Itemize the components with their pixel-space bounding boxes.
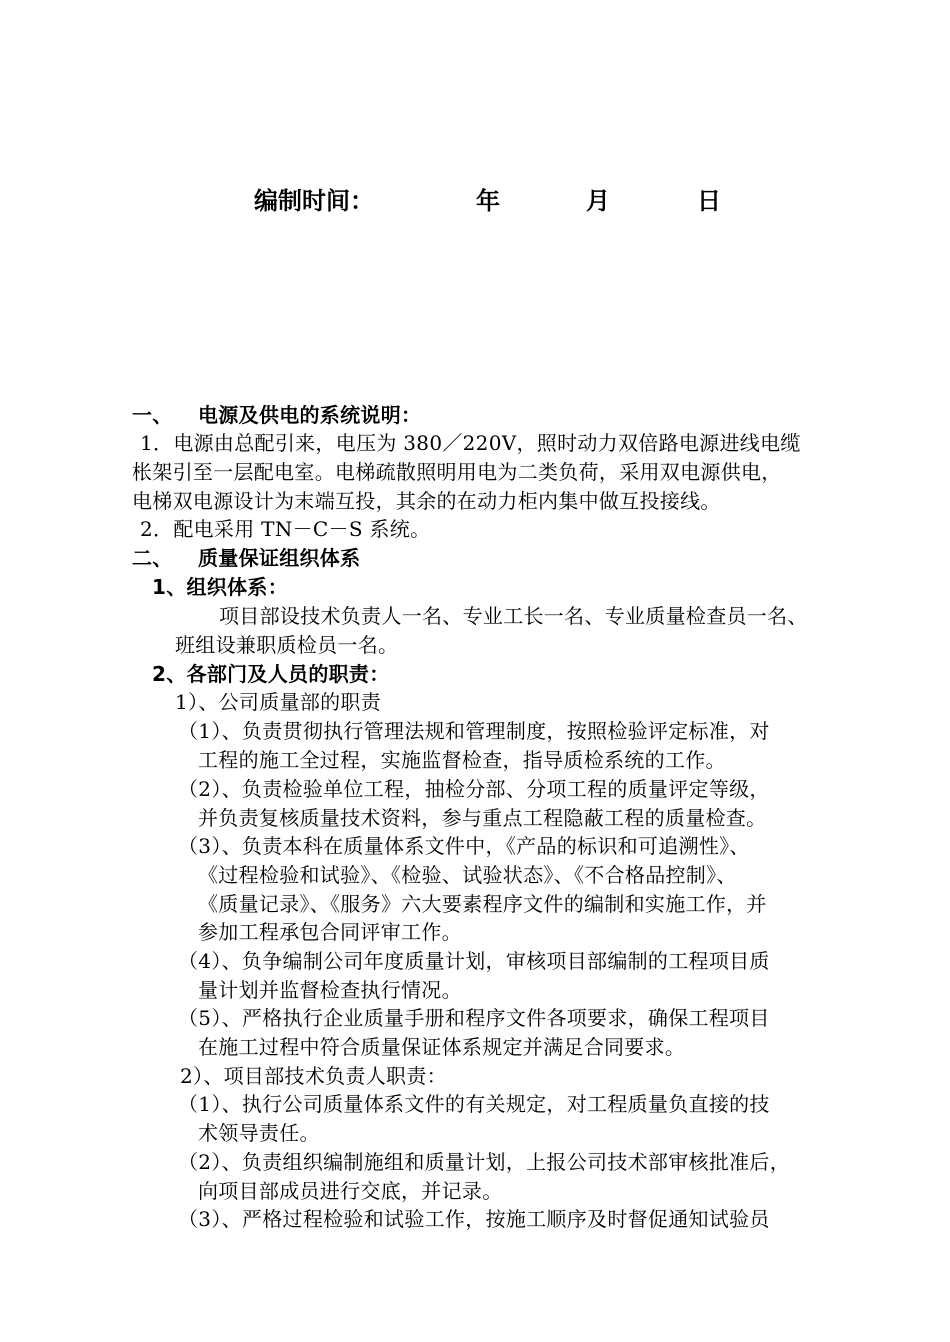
subsection-1-line-2: 班组设兼职质检员一名。 [175, 633, 399, 657]
subsection-2-title: 2、各部门及人员的职责： [152, 662, 390, 686]
responsibility-1-title: 1）、公司质量部的职责 [175, 690, 382, 714]
r1-item-3-line-1: （3）、负责本科在质量体系文件中，《产品的标识和可追溯性》、 [178, 834, 750, 858]
r1-item-2-line-1: （2）、负责检验单位工程，抽检分部、分项工程的质量评定等级， [178, 777, 770, 801]
day-label: 日 [697, 187, 721, 215]
section-1-number: 一、 [132, 403, 173, 427]
compile-date-line [0, 184, 950, 218]
r1-item-1-line-2: 工程的施工全过程，实施监督检查，指导质检系统的工作。 [198, 748, 726, 772]
subsection-1-line-1: 项目部设技术负责人一名、专业工长一名、专业质量检查员一名、 [219, 604, 808, 628]
month-label: 月 [586, 187, 610, 215]
r1-item-3-line-2: 《过程检验和试验》、《检验、试验状态》、《不合格品控制》、 [198, 863, 737, 887]
r1-item-2-line-2: 并负责复核质量技术资料，参与重点工程隐蔽工程的质量检查。 [198, 806, 767, 830]
r1-item-4-line-1: （4）、负争编制公司年度质量计划，审核项目部编制的工程项目质 [178, 949, 770, 973]
s1-paragraph-1-line-1: 1．电源由总配引来，电压为 380／220V，照时动力双倍路电源进线电缆 [140, 431, 801, 455]
r2-item-1-line-2: 术领导责任。 [198, 1121, 320, 1145]
s1-paragraph-2: 2．配电采用 TN－C－S 系统。 [140, 517, 431, 541]
section-1-title: 电源及供电的系统说明： [198, 403, 422, 427]
responsibility-2-title: 2）、项目部技术负责人职责： [180, 1064, 447, 1088]
r2-item-1-line-1: （1）、执行公司质量体系文件的有关规定，对工程质量负直接的技 [178, 1092, 770, 1116]
s1-paragraph-1-line-2: 枨架引至一层配电室。电梯疏散照明用电为二类负荷，采用双电源供电， [132, 460, 782, 484]
r1-item-4-line-2: 量计划并监督检查执行情况。 [198, 978, 462, 1002]
compile-date-label: 编制时间： [254, 187, 374, 215]
r1-item-3-line-4: 参加工程承包合同评审工作。 [198, 920, 462, 944]
s1-paragraph-1-line-3: 电梯双电源设计为末端互投，其余的在动力柜内集中做互投接线。 [132, 489, 721, 513]
r1-item-1-line-1: （1）、负责贯彻执行管理法规和管理制度，按照检验评定标准，对 [178, 719, 770, 743]
r2-item-2-line-2: 向项目部成员进行交底，并记录。 [198, 1179, 503, 1203]
section-2-title: 质量保证组织体系 [198, 546, 361, 570]
section-2-number: 二、 [132, 546, 173, 570]
r2-item-2-line-1: （2）、负责组织编制施组和质量计划，上报公司技术部审核批准后， [178, 1150, 791, 1174]
r2-item-3-line-1: （3）、严格过程检验和试验工作，按施工顺序及时督促通知试验员 [178, 1207, 770, 1231]
r1-item-5-line-1: （5）、严格执行企业质量手册和程序文件各项要求，确保工程项目 [178, 1006, 770, 1030]
subsection-1-title: 1、组织体系： [152, 575, 289, 599]
r1-item-3-line-3: 《质量记录》、《服务》六大要素程序文件的编制和实施工作，并 [198, 892, 767, 916]
r1-item-5-line-2: 在施工过程中符合质量保证体系规定并满足合同要求。 [198, 1035, 686, 1059]
year-label: 年 [476, 187, 500, 215]
